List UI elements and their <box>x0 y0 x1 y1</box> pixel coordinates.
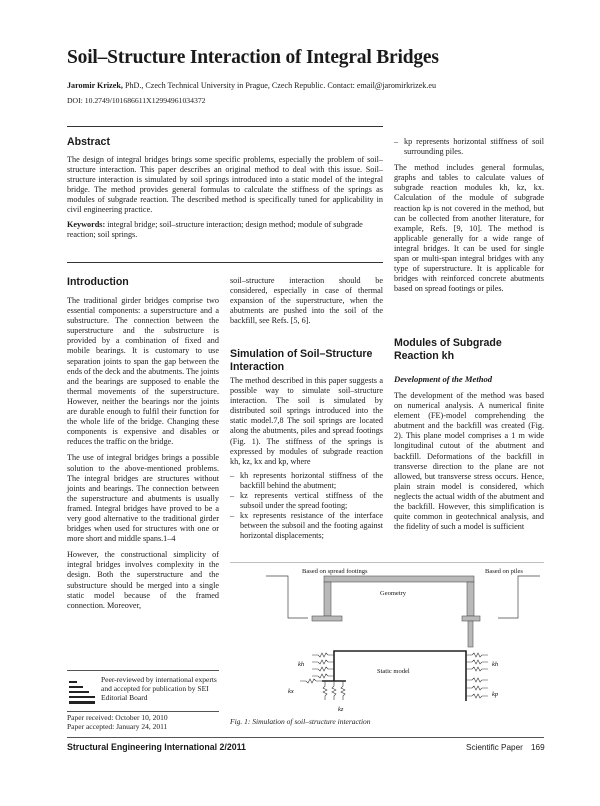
intro-continued: soil–structure interaction should be considered, especially in case of thermal expansion of the superstructure, when the abutments are pushed into the soil of the backfill, see Refs. [5, 6]. <box>230 276 383 326</box>
abstract-text: The design of integral bridges brings some specific problems, especially the problem of soil–structure interaction. This paper describes an original method to deal with this issue. Soil–structure interaction is simulated by soil springs introduced into a static model of the integral bridge. The method provides general formulas to calculate the stiffness of the springs as modules of subgrade reaction. The described method is specifically tuned for applicability in civil engineering practice. <box>67 155 383 215</box>
spring-list <box>230 471 383 542</box>
label-spread-footings: Based on spread footings <box>302 568 368 575</box>
spring-kx <box>300 679 322 683</box>
list-item: – kz represents vertical stiffness of the subsoil under the spread footing; <box>230 491 383 511</box>
pile-cap <box>462 616 480 621</box>
footer-page-number: 169 <box>531 743 545 752</box>
authors <box>67 81 547 91</box>
figure-1 <box>230 562 544 724</box>
label-geometry: Geometry <box>380 590 406 597</box>
footer-journal: Structural Engineering International 2/2011 <box>67 742 246 752</box>
spread-footing <box>312 616 342 621</box>
sei-logo <box>67 677 97 705</box>
simulation-paragraph-1: The method described in this paper suggests a possible way to simulate soil–structure interaction. The soil is simulated by distributed soil springs introduced into the static model.7,8 The soil springs are located along the abutments, piles and spread footings (Fig. 1). The stiffness of the springs is expressed by modules of subgrade reaction kh, kz, kx and kp, where <box>230 376 383 466</box>
modules-subheading: Development of the Method <box>394 374 493 384</box>
introduction-body <box>67 296 219 611</box>
label-kz: kz <box>338 706 344 713</box>
ground-right <box>498 576 540 618</box>
intro-paragraph-3: However, the constructional simplicity of integral bridges involves complexity in the design. Both the superstructure and the substructure should be merged into a single static model because of the framed connection. Moreover, <box>67 550 219 610</box>
label-static-model: Static model <box>377 668 410 675</box>
peer-review-box <box>67 670 219 712</box>
modules-body <box>394 391 544 532</box>
abutment-left <box>324 582 331 616</box>
label-kx: kx <box>288 688 294 695</box>
abutment-right <box>467 582 474 616</box>
keywords-label: Keywords: <box>67 219 106 229</box>
label-kh-right: kh <box>492 661 499 668</box>
ground-left <box>266 576 308 618</box>
deck <box>324 576 474 582</box>
label-kp: kp <box>492 691 499 698</box>
springs-kz <box>323 681 345 700</box>
label-piles: Based on piles <box>485 568 523 575</box>
abstract-body <box>67 155 383 240</box>
springs-kp <box>466 678 488 698</box>
column2-top <box>230 276 383 326</box>
author-affiliation: PhD., Czech Technical University in Prague, Czech Republic. Contact: email@jaromirkrizek.eu <box>124 81 436 90</box>
abstract-rule-top <box>67 126 383 127</box>
label-kh-left: kh <box>298 661 305 668</box>
intro-paragraph-2: The use of integral bridges brings a possible solution to the above-mentioned problems. The integral bridges are structures without joints and bearings. The connection between the superstructure and abutments is usually framed. Integral bridges have proved to be a very good alternative to the traditional girder bridges when used for structures with one or more short and middle spans.1–4 <box>67 453 219 544</box>
spring-list-continued <box>394 137 544 157</box>
doi: DOI: 10.2749/101686611X12994961034372 <box>67 96 206 105</box>
footer-paper-type: Scientific Paper <box>466 743 523 752</box>
modules-heading: Modules of Subgrade Reaction kh <box>394 337 502 362</box>
springs-kh-right <box>466 653 488 671</box>
keywords-text: integral bridge; soil–structure interaction; design method; module of subgrade reaction; soil springs. <box>67 219 363 239</box>
footer-rule <box>67 737 544 738</box>
peer-review-text: Peer-reviewed by international experts and accepted for publication by SEI Editorial Board <box>101 675 217 702</box>
abstract-heading: Abstract <box>67 136 110 148</box>
simulation-heading: Simulation of Soil–Structure Interaction <box>230 348 373 373</box>
keywords <box>67 220 383 240</box>
introduction-heading: Introduction <box>67 276 129 288</box>
author-name: Jaromir Krizek, <box>67 81 123 90</box>
list-item: – kp represents horizontal stiffness of soil surrounding piles. <box>394 137 544 157</box>
list-item: – kh represents horizontal stiffness of the backfill behind the abutment; <box>230 471 383 491</box>
column3-top <box>394 137 544 294</box>
date-accepted: Paper accepted: January 24, 2011 <box>67 722 168 731</box>
intro-paragraph-1: The traditional girder bridges comprise two essential components: a superstructure and a substructure. The connection between the superstructure and the substructure is provided by a combination of fixed and mobile bearings. It is customary to use separation joints to span the gap between the ends of the deck and the abutments. The joints and the bearings are supposed to enable the thermal movements of the superstructure. However, neither the bearings nor the joints are durable enough to fulfil their function for the whole life of the bridge. Changing these components is expensive and disables or reduces the traffic on the bridge. <box>67 296 219 447</box>
date-received: Paper received: October 10, 2010 <box>67 713 168 722</box>
springs-kh-left <box>312 653 334 678</box>
modules-paragraph-1: The development of the method was based on numerical analysis. A numerical finite element (FE)-model comprehending the abutment and the backfill was created (Fig. 2). This plane model comprises a 1 m wide longitudinal cutout of the abutment and backfill. Deformations of the backfill in transverse direction to the plane are not allowed, but transverse stress occurs. Hence, plain strain model is considered, which neglects the actual width of the abutment and the backfill. However, this simplification is quite common in geotechnical analysis, and the fidelity of such a model is sufficient <box>394 391 544 532</box>
static-frame <box>334 651 466 701</box>
list-item: – kx represents resistance of the interface between the subsoil and the footing against horizontal displacements; <box>230 511 383 541</box>
figure-caption: Fig. 1: Simulation of soil–structure interaction <box>230 717 371 726</box>
pile <box>468 621 473 647</box>
simulation-paragraph-2: The method includes general formulas, graphs and tables to calculate values of subgrade reaction modules kh, kz, kx. Calculation of the module of subgrade reaction kp is not covered in the method, but can be collected from another literature, for example, Refs. [9, 10]. The method is applicable generally for a wide range of integral bridges. It can be used for single span or multi-span integral bridges with any type of superstructure. It is applicable for bridges with reinforced concrete abutments based on spread footings or piles. <box>394 163 544 294</box>
abstract-rule-bottom <box>67 262 383 263</box>
simulation-body <box>230 376 383 542</box>
paper-title: Soil–Structure Interaction of Integral Bridges <box>67 47 439 68</box>
